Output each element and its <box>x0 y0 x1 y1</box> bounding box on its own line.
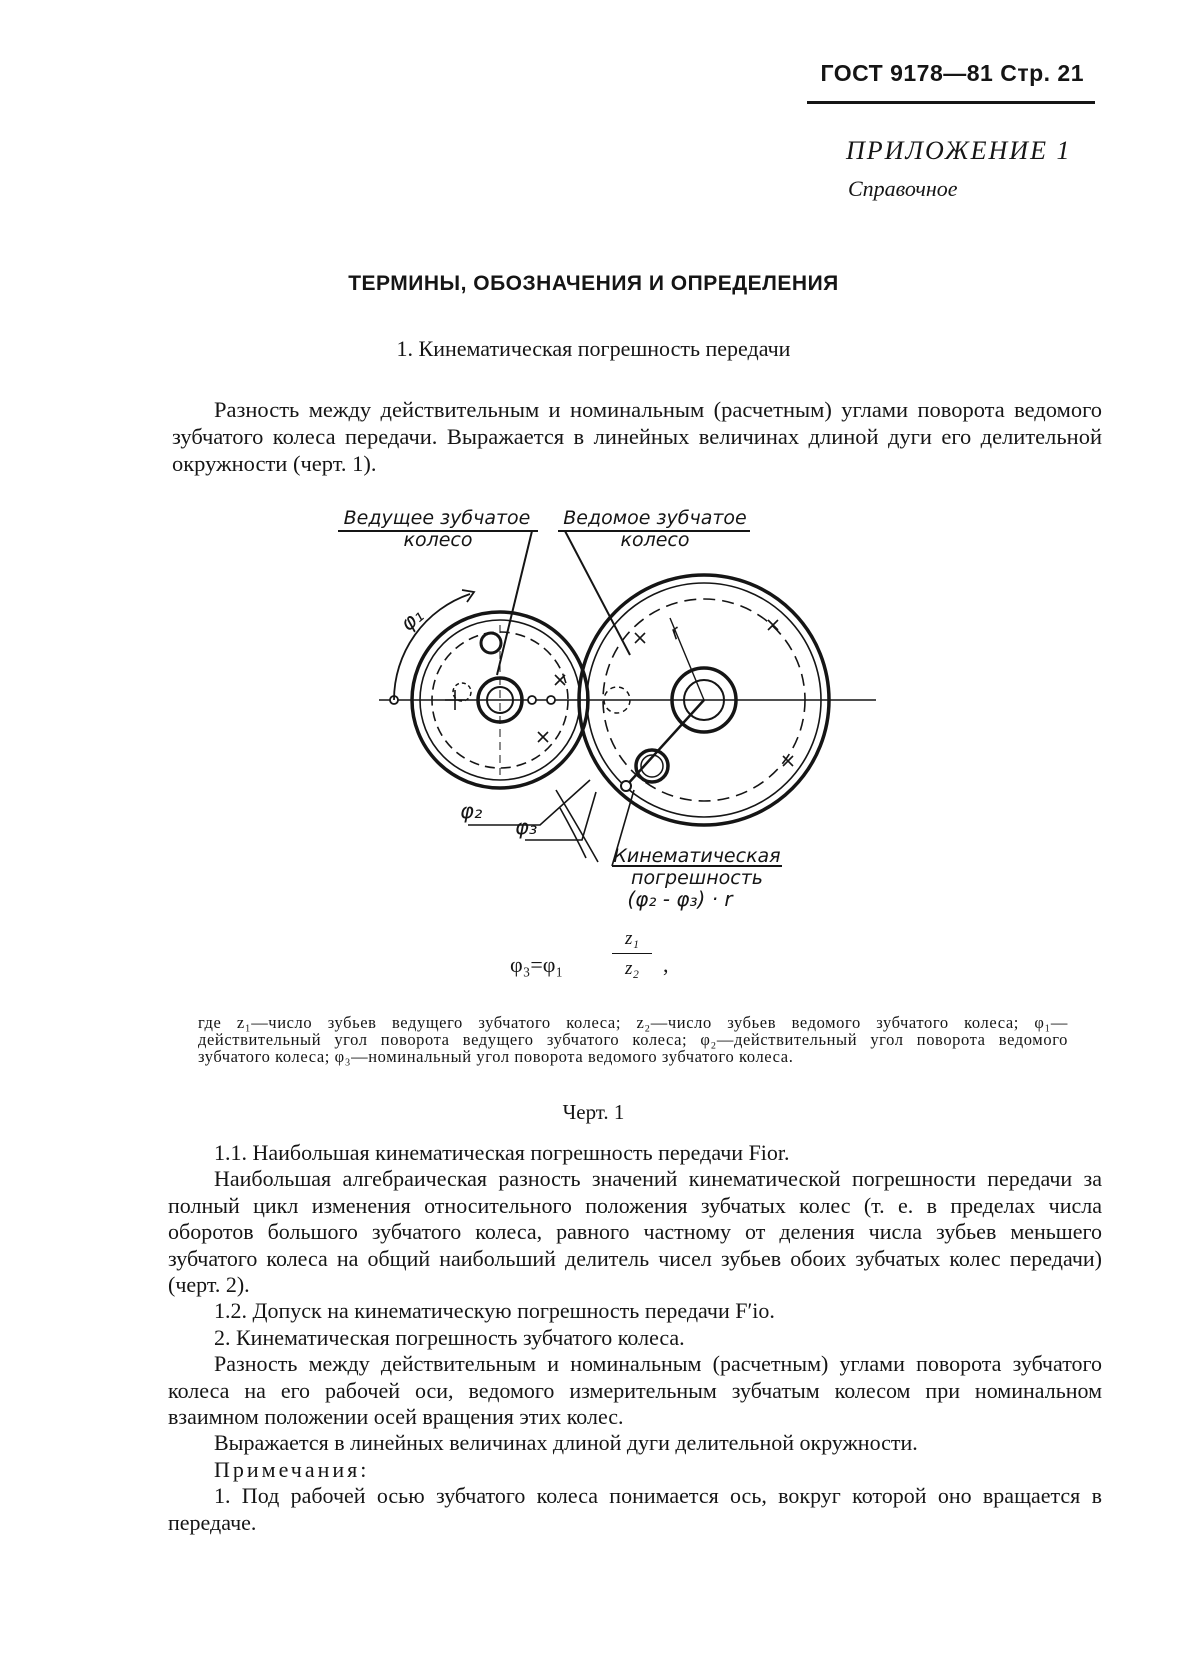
body-text <box>168 1140 1102 1536</box>
phi3-label: φ₃ <box>515 815 538 839</box>
driven-label-line2: колесо <box>620 529 690 551</box>
phi2-label: φ₂ <box>460 799 483 823</box>
driving-label-line1: Ведущее зубчатое <box>343 507 531 529</box>
formula <box>510 928 669 979</box>
figure-caption: Черт. 1 <box>562 1100 625 1124</box>
appendix-subtitle: Справочное <box>848 176 958 201</box>
clause-1-1: 1.1. Наибольшая кинематическая погрешность передачи Fior. <box>214 1140 790 1165</box>
notes-heading: Примечания: <box>214 1456 370 1482</box>
clause-1-1-definition: Наибольшая алгебраическая разность значений кинематической погрешности передачи за полный цикл изменения относительного положения зубчатых колес (т. е. в пределах числа оборотов большого зубчатого колеса, равного частному от деления числа зубьев меньшего зубчатого колеса на общий наибольший делитель чисел зубьев обоих зубчатых колес передачи) (черт. 2). <box>168 1166 1102 1298</box>
radius-r-label: r <box>666 621 685 645</box>
formula-numerator: z₁ <box>625 928 639 949</box>
figure-legend: где z₁—число зубьев ведущего зубчатого колеса; z₂—число зубьев ведомого зубчатого колеса; φ₁—действительный угол поворота ведущего зубчатого колеса; φ₂—действительный угол поворота ведомого зубчатого колеса; φ₃—номинальный угол поворота ведомого зубчатого колеса. <box>198 1013 1068 1066</box>
error-label-line2: погрешность <box>631 867 763 889</box>
axis-point-contact <box>547 696 555 704</box>
driving-leader-line <box>497 531 532 675</box>
intro-text: Разность между действительным и номинальным (расчетным) углами поворота ведомого зубчатого колеса передачи. Выражается в линейных величинах длиной дуги его делительной окружности (черт. 1). <box>172 397 1102 476</box>
error-label-line3: (φ₂ - φ₃) · r <box>627 887 733 911</box>
formula-comma: , <box>663 952 669 977</box>
driving-marker-circle <box>481 633 501 653</box>
pitch-cross-marks <box>445 620 793 766</box>
error-label-line1: Кинематическая <box>613 845 781 867</box>
appendix-title: ПРИЛОЖЕНИЕ 1 <box>846 136 1072 165</box>
formula-lhs: φ₃=φ₁ <box>510 952 564 977</box>
clause-2-expression: Выражается в линейных величинах длиной дуги делительной окружности. <box>214 1430 918 1456</box>
section-title: ТЕРМИНЫ, ОБОЗНАЧЕНИЯ И ОПРЕДЕЛЕНИЯ <box>348 272 839 295</box>
phi1-label: φ₁ <box>395 603 429 636</box>
formula-denominator: z₂ <box>625 958 639 979</box>
driven-label-line1: Ведомое зубчатое <box>563 507 747 529</box>
phi-arc-outer <box>556 790 598 862</box>
axis-point-pitch <box>528 696 536 704</box>
page-header: ГОСТ 9178—81 Стр. 21 <box>820 60 1084 86</box>
clause-1-2: 1.2. Допуск на кинематическую погрешность передачи F′io. <box>214 1298 775 1324</box>
arm-end-point <box>621 781 631 791</box>
driving-label-line2: колесо <box>403 529 473 551</box>
note-1: 1. Под рабочей осью зубчатого колеса понимается ось, вокруг которой оно вращается в передаче. <box>168 1483 1102 1535</box>
clause-2: 2. Кинематическая погрешность зубчатого колеса. <box>214 1324 685 1350</box>
subsection-title: 1. Кинематическая погрешность передачи <box>396 336 791 361</box>
formula-fraction <box>610 928 654 980</box>
clause-2-definition: Разность между действительным и номинальным (расчетным) углами поворота зубчатого колеса на его рабочей оси, ведомого измерительным зубчатым колесом при номинальном взаимном положении осей вращения этих колес. <box>168 1351 1102 1430</box>
